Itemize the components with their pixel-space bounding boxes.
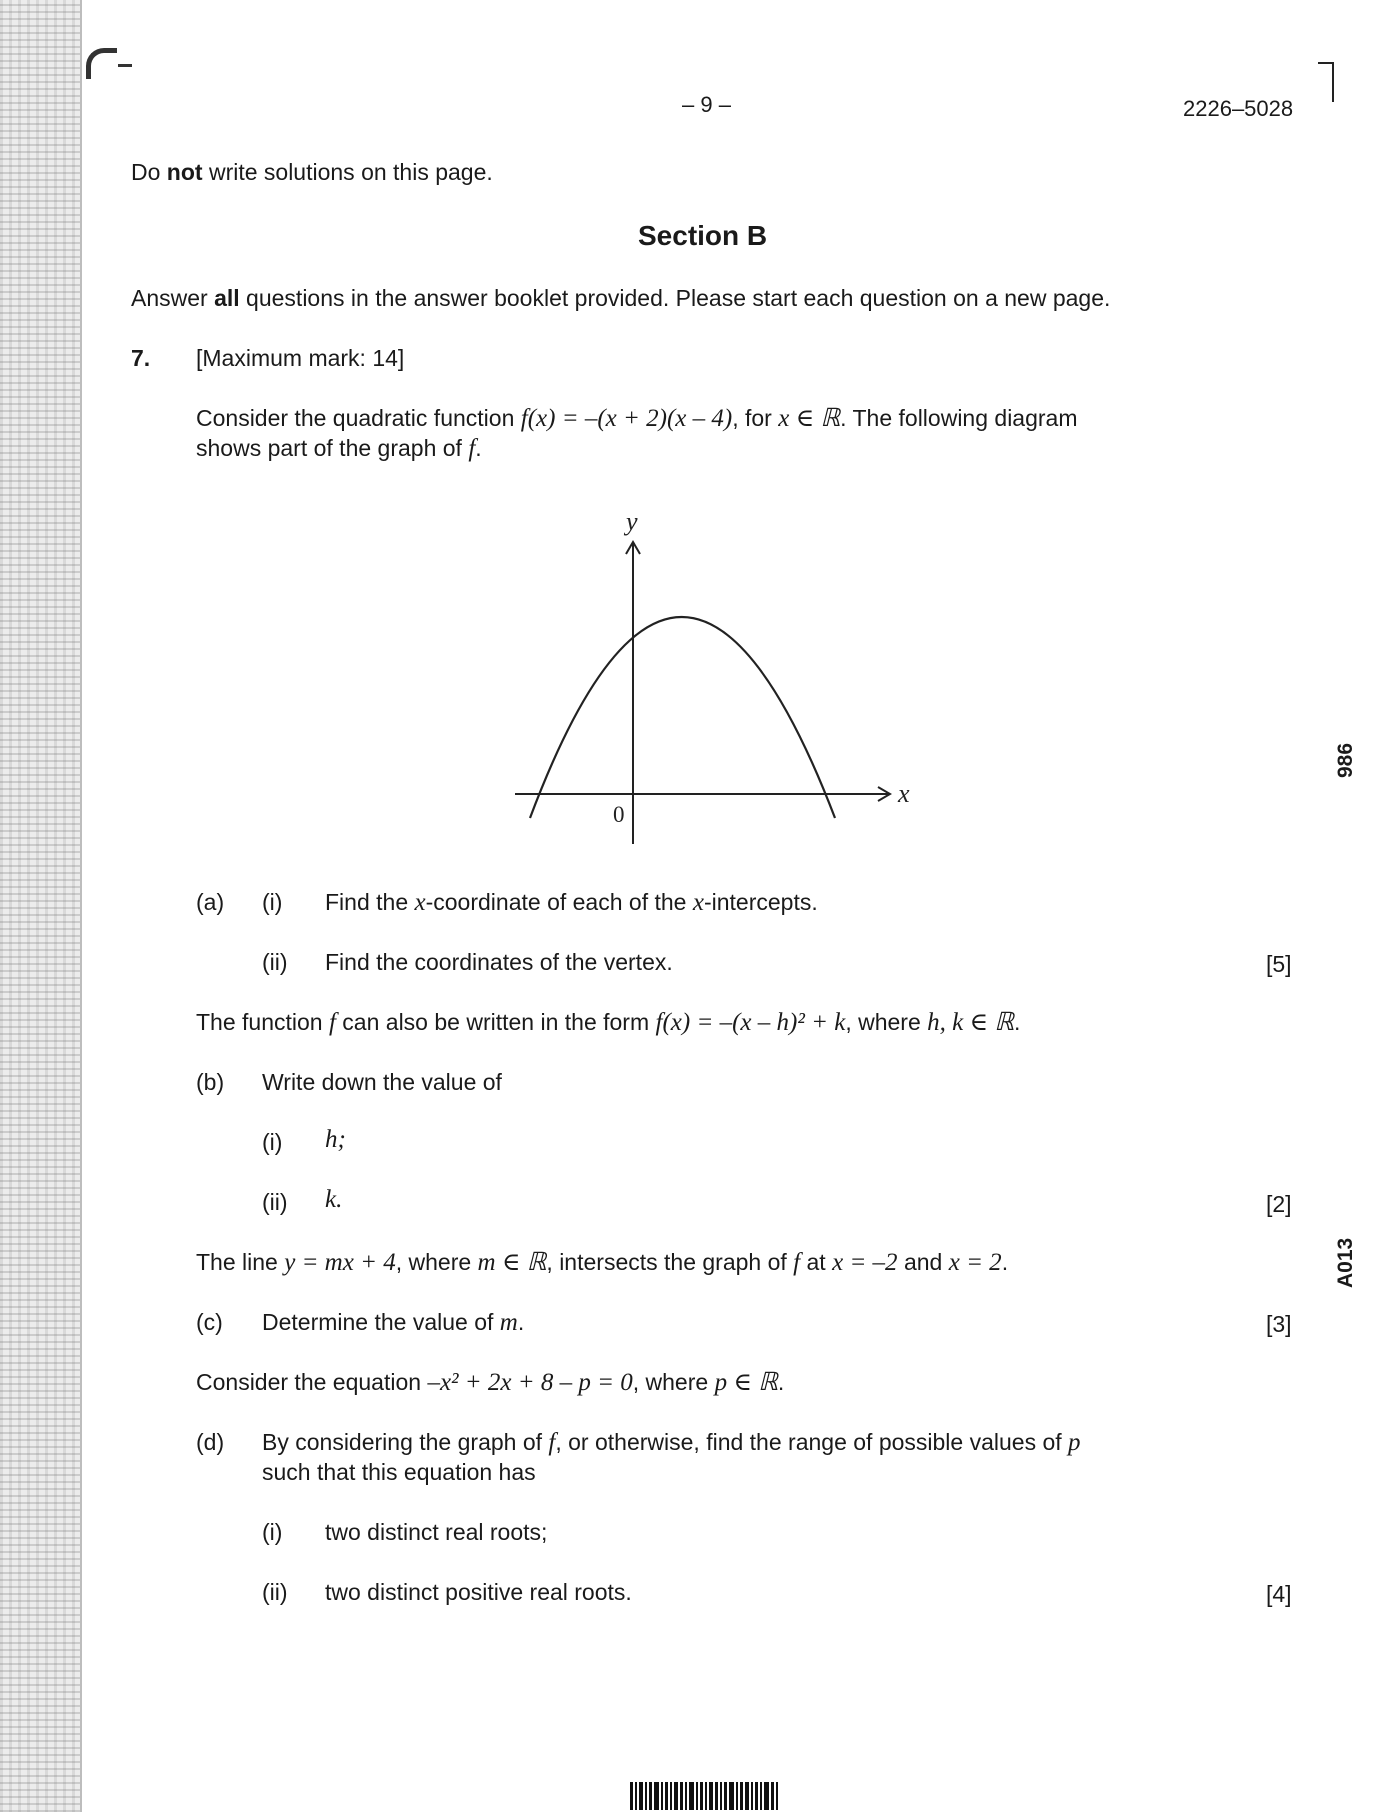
side-code-top: 986 <box>1334 742 1357 778</box>
corner-mark-tick <box>118 64 132 67</box>
part-c-text: Determine the value of m. <box>262 1309 525 1336</box>
part-a-i-label: (i) <box>262 889 283 915</box>
part-b-label: (b) <box>196 1069 225 1095</box>
origin-label: 0 <box>613 802 625 827</box>
max-mark: [Maximum mark: 14] <box>196 345 405 371</box>
page-number: – 9 – <box>682 92 731 117</box>
notice-text: Do not write solutions on this page. <box>131 159 493 185</box>
part-b-stem: The function f can also be written in the form f(x) = –(x – h)² + k, where h, k ∈ ℝ. <box>196 1009 1021 1036</box>
question-intro-line2: shows part of the graph of f. <box>196 435 482 462</box>
part-a-label: (a) <box>196 889 225 915</box>
part-d-ii-text: two distinct positive real roots. <box>325 1579 632 1605</box>
part-b-marks: [2] <box>1266 1191 1292 1217</box>
x-axis-label: x <box>898 779 910 808</box>
part-b-ii-math: k. <box>325 1186 343 1213</box>
part-c-label: (c) <box>196 1309 223 1335</box>
part-d-stem: Consider the equation –x² + 2x + 8 – p = 0, where p ∈ ℝ. <box>196 1369 785 1396</box>
corner-registration-mark <box>86 48 117 79</box>
side-code-bottom: A013 <box>1334 1237 1357 1288</box>
exam-code: 2226–5028 <box>1183 96 1294 121</box>
part-b-text: Write down the value of <box>262 1069 502 1095</box>
part-b-ii-label: (ii) <box>262 1189 288 1215</box>
part-b-i-label: (i) <box>262 1129 283 1155</box>
scan-edge-strip <box>0 0 82 1812</box>
part-c-marks: [3] <box>1266 1311 1292 1337</box>
parabola-graph <box>500 500 940 850</box>
barcode <box>630 1782 780 1810</box>
part-d-marks: [4] <box>1266 1581 1292 1607</box>
question-intro-line1: Consider the quadratic function f(x) = –(x + 2)(x – 4), for x ∈ ℝ. The following diagram <box>196 405 1078 432</box>
part-d-i-label: (i) <box>262 1519 283 1545</box>
instruction-text: Answer all questions in the answer booklet provided. Please start each question on a new page. <box>131 285 1111 311</box>
part-a-marks: [5] <box>1266 951 1292 977</box>
part-b-i-math: h; <box>325 1126 346 1153</box>
part-c-stem: The line y = mx + 4, where m ∈ ℝ, intersects the graph of f at x = –2 and x = 2. <box>196 1249 1009 1276</box>
part-d-label: (d) <box>196 1429 225 1455</box>
section-title: Section B <box>638 220 768 251</box>
parabola-curve <box>530 617 835 818</box>
part-d-i-text: two distinct real roots; <box>325 1519 548 1545</box>
part-d-line2: such that this equation has <box>262 1459 536 1485</box>
part-d-ii-label: (ii) <box>262 1579 288 1605</box>
part-a-ii-text: Find the coordinates of the vertex. <box>325 949 673 975</box>
part-a-ii-label: (ii) <box>262 949 288 975</box>
part-a-i-text: Find the x-coordinate of each of the x-intercepts. <box>325 889 818 916</box>
y-axis-label: y <box>626 507 638 536</box>
question-number: 7. <box>131 345 151 371</box>
crop-mark <box>1318 62 1334 102</box>
part-d-line1: By considering the graph of f, or otherwise, find the range of possible values of p <box>262 1429 1081 1456</box>
